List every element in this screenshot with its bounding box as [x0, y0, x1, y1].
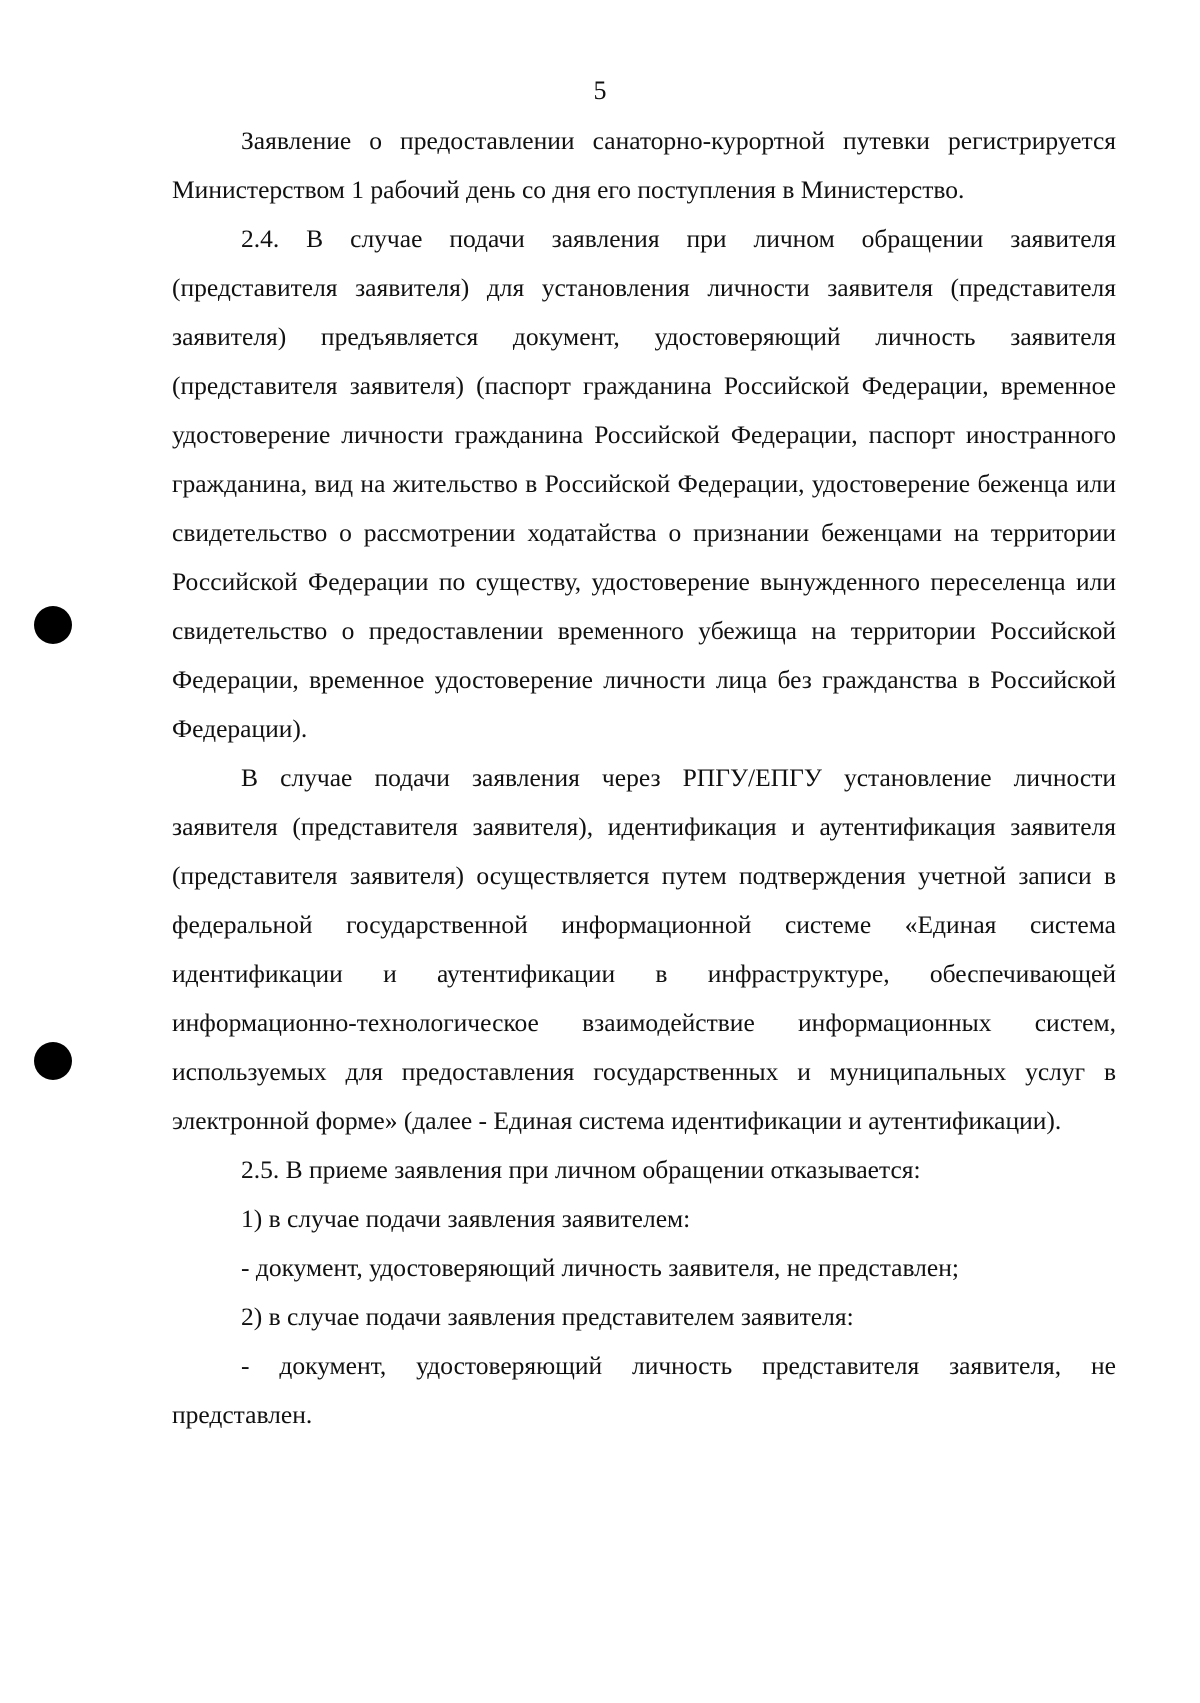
punch-hole-mark	[34, 606, 72, 644]
document-body	[172, 116, 1116, 1439]
list-item-representative-condition: - документ, удостоверяющий личность представителя заявителя, не представлен.	[172, 1351, 1116, 1429]
paragraph-2-4-identity-documents: 2.4. В случае подачи заявления при личном обращении заявителя (представителя заявителя) для установления личности заявителя (представителя заявителя) предъявляется документ, удостоверяющий личность заявителя (представителя заявителя) (паспорт гражданина Российской Федерации, временное удостоверение личности гражданина Российской Федерации, паспорт иностранного гражданина, вид на жительство в Российской Федерации, удостоверение беженца или свидетельство о рассмотрении ходатайства о признании беженцами на территории Российской Федерации по существу, удостоверение вынужденного переселенца или свидетельство о предоставлении временного убежища на территории Российской Федерации, временное удостоверение личности лица без гражданства в Российской Федерации).	[172, 224, 1116, 743]
list-item-representative: 2) в случае подачи заявления представителем заявителя:	[241, 1302, 854, 1331]
page-number: 5	[593, 76, 607, 105]
list-item-applicant: 1) в случае подачи заявления заявителем:	[241, 1204, 691, 1233]
paragraph-2-5-refusal: 2.5. В приеме заявления при личном обращении отказывается:	[241, 1155, 921, 1184]
punch-hole-mark	[34, 1042, 72, 1080]
list-item-applicant-condition: - документ, удостоверяющий личность заявителя, не представлен;	[241, 1253, 959, 1282]
paragraph-registration: Заявление о предоставлении санаторно-курортной путевки регистрируется Министерством 1 рабочий день со дня его поступления в Министерство.	[172, 126, 1116, 204]
paragraph-online-identification: В случае подачи заявления через РПГУ/ЕПГУ установление личности заявителя (представителя заявителя), идентификация и аутентификация заявителя (представителя заявителя) осуществляется путем подтверждения учетной записи в федеральной государственной информационной системе «Единая система идентификации и аутентификации в инфраструктуре, обеспечивающей информационно-технологическое взаимодействие информационных систем, используемых для предоставления государственных и муниципальных услуг в электронной форме» (далее - Единая система идентификации и аутентификации).	[172, 763, 1116, 1135]
